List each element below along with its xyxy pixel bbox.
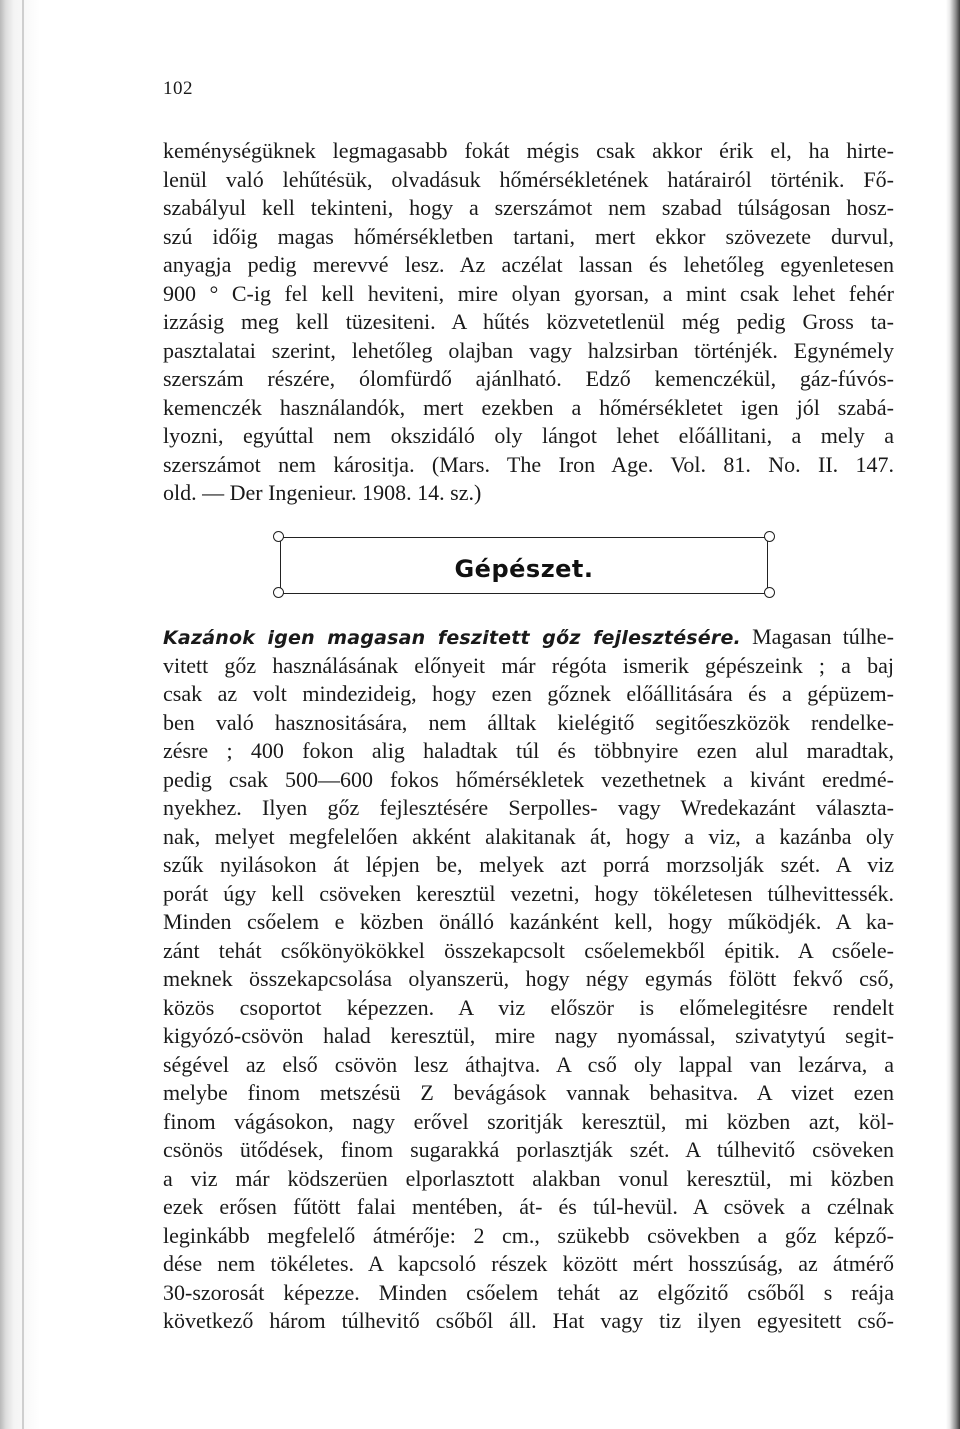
text-line: old. — Der Ingenieur. 1908. 14. sz.) (163, 480, 482, 505)
text-line: szabályul kell tekinteni, hogy a szerszámot nem szabad túlságosan hosz- (163, 195, 894, 220)
corner-ring-icon (273, 587, 284, 598)
frame-bottom-rule (281, 593, 767, 594)
frame-top-rule (281, 537, 767, 538)
text-line: porát úgy kell csöveken keresztül vezetni, hogy tökéletesen túlhevittessék. (163, 880, 894, 906)
text-line: a viz már ködszerüen elporlasztott alakban vonul keresztül, mi közben (163, 1165, 894, 1191)
text-line: izzásig meg kell tüzesiteni. A hűtés közvetetlenül még pedig Gross ta- (163, 309, 894, 334)
section-title: Gépészet. (454, 555, 594, 583)
text-line: pasztalatai szerint, lehetőleg olajban vagy halzsirban történjék. Egynémely (163, 337, 894, 363)
text-line: nyekhez. Ilyen gőz fejlesztésére Serpolles- vagy Wredekazánt választa- (163, 795, 894, 820)
text-line: következő három túlhevitő csőből áll. Hat vagy tiz ilyen egyesitett cső- (163, 1308, 894, 1333)
text-line: vitett gőz használásának előnyeit már régóta ismerik gépészeink ; a baj (163, 652, 894, 678)
first-line-rest: Magasan túlhe- (752, 624, 895, 649)
corner-ring-icon (764, 587, 775, 598)
text-line: ben való hasznositására, nem álltak kielégitő segitőeszközök rendelke- (163, 709, 894, 735)
section-title-frame (273, 531, 775, 599)
text-line: ezek erősen fűtött falai mentében, át- és túl-hevül. A csövek a czélnak (163, 1194, 894, 1219)
text-line: keménységüknek legmagasabb fokát mégis csak akkor érik el, ha hirte- (163, 138, 894, 163)
text-line: melybe finom metszésü Z bevágások vannak behasitva. A vizet ezen (163, 1080, 894, 1105)
text-line: szűk nyilásokon át lépjen be, melyek azt porrá morzsolják szét. A viz (163, 852, 894, 877)
text-line: 900 ° C-ig fel kell heviteni, mire olyan gyorsan, a mint csak lehet fehér (163, 280, 894, 306)
text-line: finom vágásokon, nagy erővel szoritják keresztül, mi közben azt, köl- (163, 1108, 894, 1134)
text-line: csönös ütődések, finom sugarakká porlasztják szét. A túlhevitő csöveken (163, 1137, 894, 1162)
paragraph-1 (163, 137, 894, 508)
text-line: Minden csőelem e közben önálló kazánként kell, hogy működjék. A ka- (163, 909, 894, 934)
text-line: nak, melyet megfelelően akként alakitanak át, hogy a viz, a kazánba oly (163, 823, 894, 849)
text-line: leginkább megfelelő átmérője: 2 cm., szükebb csövekben a gőz képző- (163, 1222, 894, 1248)
scan-right-margin-shadow (946, 0, 960, 1429)
text-line: szerszám részére, ólomfürdő ajánlható. Edző kemenczékül, gáz-fúvós- (163, 366, 894, 391)
text-line: lenül való lehűtésük, olvadásuk hőmérsékletének határairól történik. Fő- (163, 166, 894, 192)
page-number: 102 (163, 78, 193, 99)
runin-heading: Kazánok igen magasan feszitett gőz fejlesztésére. (163, 627, 741, 649)
text-line: lyozni, egyúttal nem okszidáló oly lángot lehet előállitani, a mely a (163, 423, 894, 448)
text-line: zánt tehát csőkönyökökkel összekapcsolt csőelemekből épitik. A csőele- (163, 937, 894, 963)
text-line: dése nem tökéletes. A kapcsoló részek között mért hosszúság, az átmérő (163, 1251, 894, 1276)
text-line: ségével az első csövön lesz áthajtva. A cső oly lappal van lezárva, a (163, 1051, 894, 1077)
corner-ring-icon (273, 531, 284, 542)
corner-ring-icon (764, 531, 775, 542)
text-line: közös csoportot képezzen. A viz először is előmelegitésre rendelt (163, 994, 894, 1020)
text-line: kemenczék használandók, mert ezekben a hőmérsékletet igen jól szabá- (163, 394, 894, 420)
text-line-first (163, 623, 894, 652)
text-line: pedig csak 500—600 fokos hőmérsékletek vezethetnek a kivánt eredmé- (163, 766, 894, 792)
text-line: 30-szorosát képezze. Minden csőelem tehát az elgőzitő csőből s reája (163, 1279, 894, 1305)
text-line: kigyózó-csövön halad keresztül, mire nagy nyomással, szivatytyú segit- (163, 1023, 894, 1048)
text-line: anyagja pedig merevvé lesz. Az aczélat lassan és lehetőleg egyenletesen (163, 252, 894, 277)
text-line: szú időig magas hőmérsékletben tartani, mert ekkor szövezete durvul, (163, 223, 894, 249)
text-line: csak az volt mindezideig, hogy ezen gőznek előállitására és a gépüzem- (163, 681, 894, 706)
scan-left-margin-shadow (0, 0, 40, 1429)
text-line: zésre ; 400 fokon alig haladtak túl és többnyire ezen alul maradtak, (163, 738, 894, 763)
paragraph-2 (163, 623, 894, 1336)
text-line: szerszámot nem kárositja. (Mars. The Iron Age. Vol. 81. No. II. 147. (163, 451, 894, 477)
text-line: meknek összekapcsolása olyanszerü, hogy négy egymás fölött fekvő cső, (163, 966, 894, 991)
